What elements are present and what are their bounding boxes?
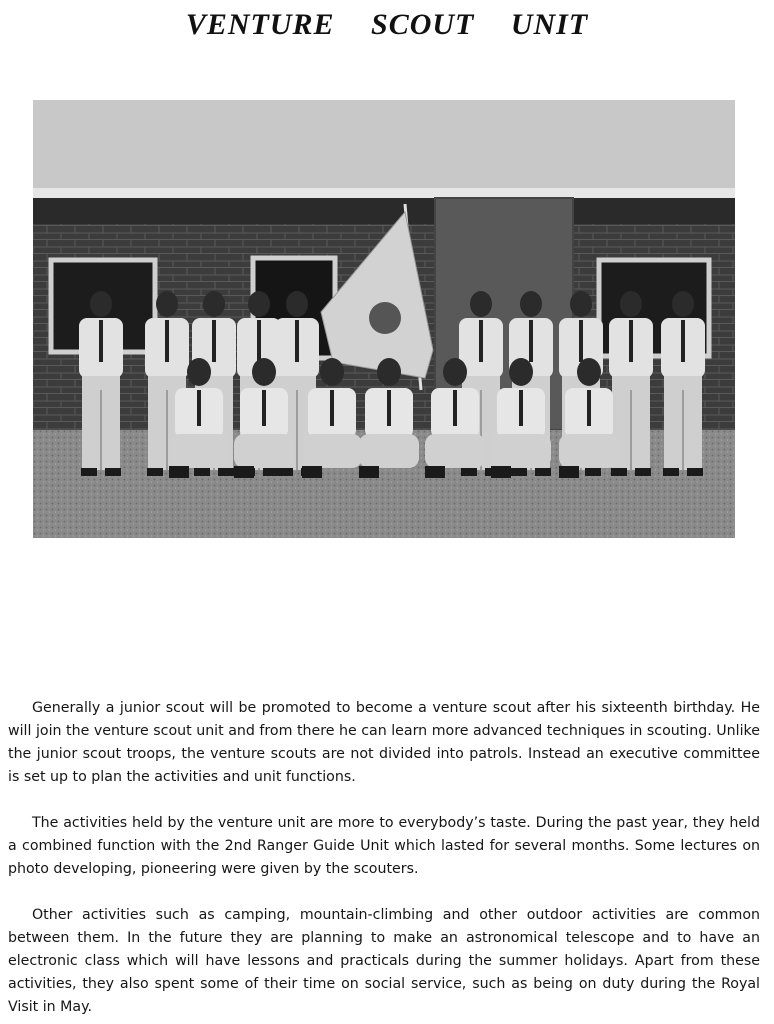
page-title: VENTURE SCOUT UNIT: [185, 8, 589, 41]
paragraph-2: The activities held by the venture unit are more to everybody’s taste. During the past year, they held a combined function with the 2nd Ranger Guide Unit which lasted for several months. Some lectures on photo developing, pioneering were given by the scouters.: [8, 815, 760, 877]
paragraph-1: Generally a junior scout will be promoted to become a venture scout after his sixteenth birthday. He will join the venture scout unit and from there he can learn more advanced techniques in scouting. Unlike the junior scout troops, the venture scouts are not divided into patrols. Instead an executive committee is set up to plan the activities and unit functions.: [8, 700, 760, 785]
group-photo-image: [33, 100, 735, 538]
paragraph-3: Other activities such as camping, mountain-climbing and other outdoor activities are common between them. In the future they are planning to make an astronomical telescope and to have an electronic class which will have lessons and practicals during the summer holidays. Apart from these activities, they also spent some of their time on social service, such as being on duty during the Royal Visit in May.: [8, 907, 760, 1015]
group-photo: [33, 100, 735, 538]
article-body: [8, 697, 760, 1019]
